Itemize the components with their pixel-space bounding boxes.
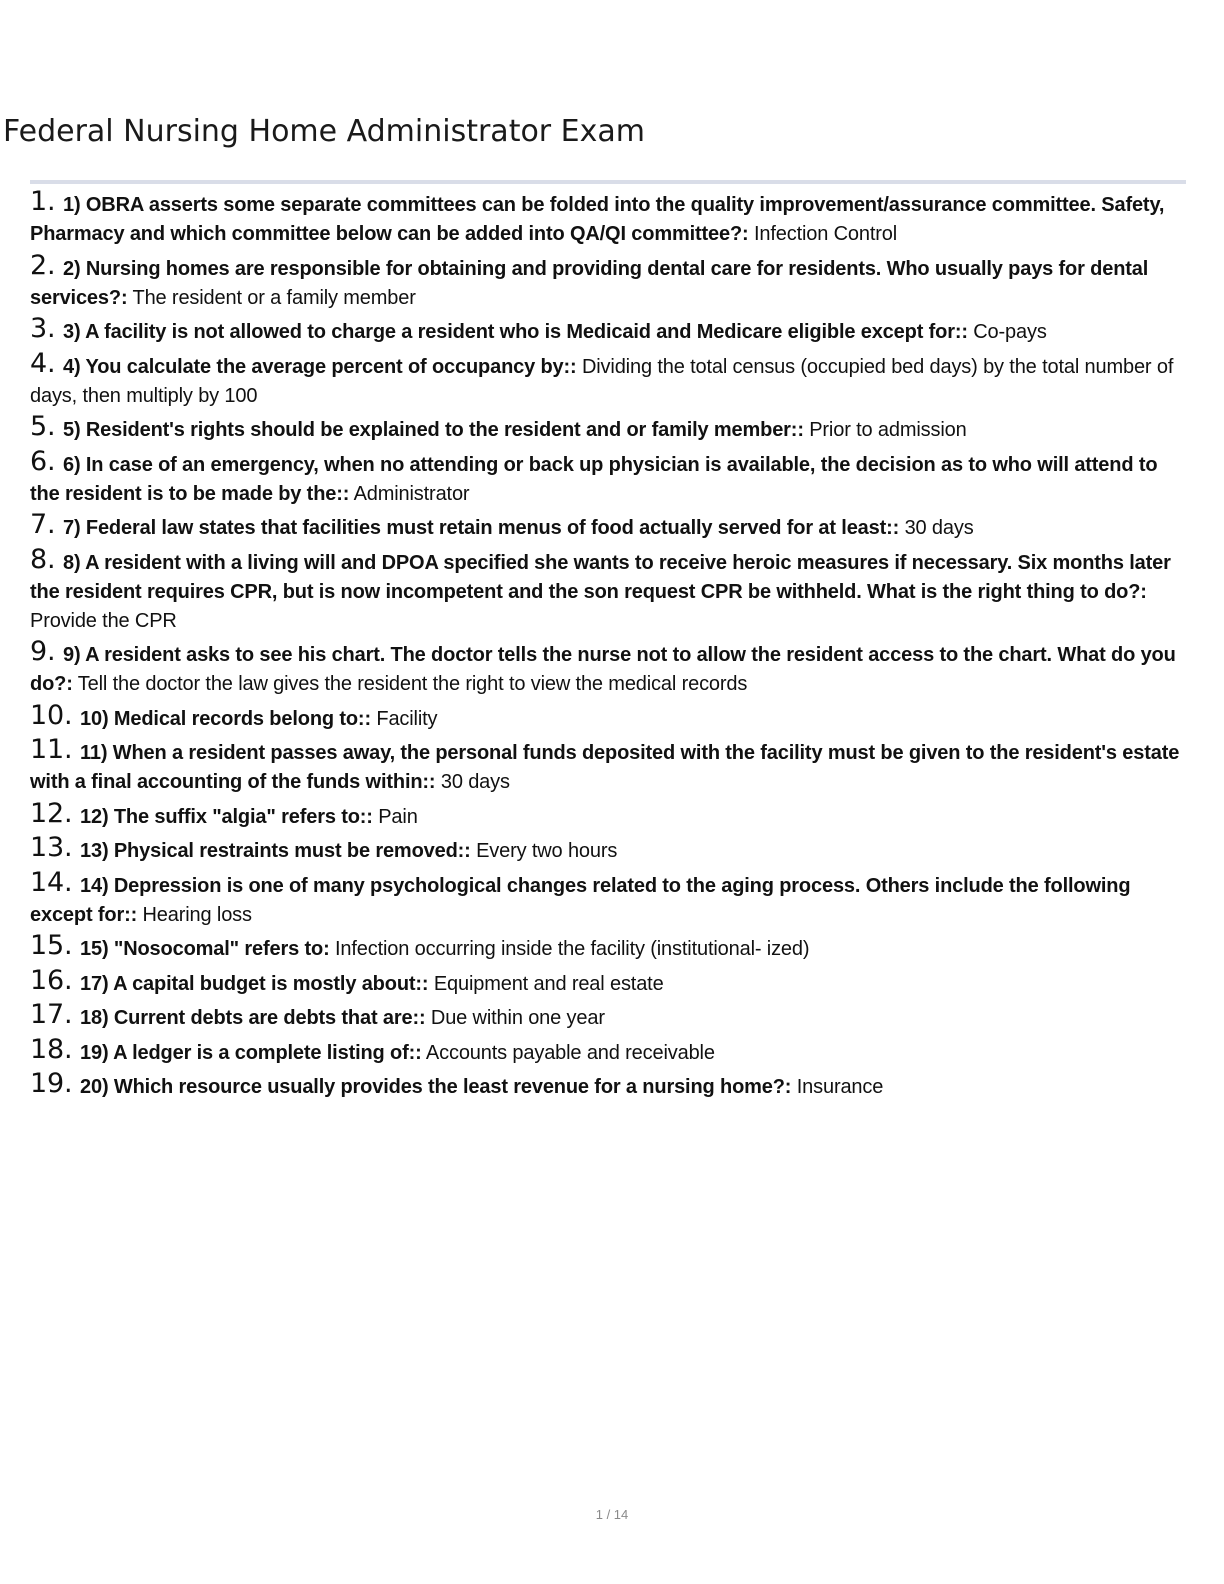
answer-text: Provide the CPR [30, 609, 177, 632]
question-text: 5) Resident's rights should be explained to the resident and or family member:: [63, 419, 804, 441]
item-number: 9. [30, 636, 56, 667]
question-text: 2) Nursing homes are responsible for obtaining and providing dental care for residents. Who usually pays for dental services?: [30, 257, 1149, 309]
list-item [30, 186, 1186, 249]
item-number: 11. [30, 734, 73, 765]
item-text [30, 935, 1186, 964]
item-number: 1. [30, 186, 56, 217]
item-number: 2. [30, 249, 56, 281]
answer-text: Accounts payable and receivable [421, 1041, 715, 1064]
answer-text: Infection Control [748, 223, 898, 245]
question-text: 11) When a resident passes away, the personal funds deposited with the facility must be given to the resident's estate with a final accounting of the funds within:: [30, 742, 1180, 793]
list-item [30, 313, 1186, 347]
item-number: 14. [30, 866, 73, 898]
item-text [30, 705, 1186, 734]
item-number: 18. [30, 1033, 73, 1065]
question-text: 3) A facility is not allowed to charge a resident who is Medicaid and Medicare eligible except for:: [63, 321, 968, 343]
answer-text: Due within one year [425, 1007, 605, 1029]
item-number: 4. [30, 347, 56, 379]
item-text [30, 416, 1186, 445]
item-number: 3. [30, 313, 56, 344]
answer-text: Pain [372, 805, 418, 828]
question-text: 19) A ledger is a complete listing of:: [80, 1041, 422, 1064]
answer-text: Equipment and real estate [428, 972, 664, 995]
list-item [30, 445, 1186, 509]
item-text [30, 514, 1186, 543]
question-list [30, 186, 1186, 1108]
question-text: 14) Depression is one of many psychological changes related to the aging process. Others include the following except for:: [30, 874, 1131, 926]
item-text [30, 803, 1186, 832]
document-title: Federal Nursing Home Administrator Exam [3, 114, 645, 149]
item-number: 5. [30, 411, 56, 442]
item-text [30, 837, 1186, 866]
item-text [30, 451, 1186, 509]
answer-text: Insurance [791, 1076, 884, 1098]
list-item [30, 347, 1186, 411]
item-text [30, 549, 1186, 636]
list-item [30, 734, 1186, 797]
question-text: 12) The suffix "algia" refers to:: [80, 805, 373, 828]
list-item [30, 964, 1186, 999]
question-text: 7) Federal law states that facilities must retain menus of food actually served for at least:: [63, 517, 900, 539]
item-text [30, 191, 1186, 249]
item-text [30, 1039, 1186, 1068]
item-number: 15. [30, 930, 73, 961]
list-item [30, 1033, 1186, 1068]
item-text [30, 318, 1186, 347]
item-text [30, 353, 1186, 411]
item-number: 8. [30, 543, 56, 575]
item-number: 19. [30, 1068, 73, 1099]
answer-text: Prior to admission [803, 419, 967, 441]
question-text: 13) Physical restraints must be removed:: [80, 840, 471, 862]
list-item [30, 866, 1186, 930]
item-text [30, 970, 1186, 999]
answer-text: 30 days [435, 771, 510, 793]
item-number: 17. [30, 999, 73, 1030]
answer-text: Facility [370, 707, 438, 730]
item-text [30, 739, 1186, 797]
item-number: 6. [30, 445, 56, 477]
item-text [30, 641, 1186, 699]
item-number: 12. [30, 797, 73, 829]
item-text [30, 1073, 1186, 1102]
list-item [30, 636, 1186, 699]
list-item [30, 1068, 1186, 1102]
item-number: 13. [30, 832, 73, 863]
list-item [30, 543, 1186, 636]
answer-text: Administrator [349, 482, 470, 505]
item-number: 16. [30, 964, 73, 996]
item-text [30, 255, 1186, 313]
answer-text: Hearing loss [137, 903, 252, 926]
item-number: 7. [30, 509, 56, 540]
question-text: 9) A resident asks to see his chart. The doctor tells the nurse not to allow the resident access to the chart. What do you do?: [30, 644, 1176, 695]
item-text [30, 872, 1186, 930]
list-item [30, 797, 1186, 832]
title-divider [30, 180, 1186, 184]
list-item [30, 999, 1186, 1033]
item-text [30, 1004, 1186, 1033]
answer-text: Dividing the total census (occupied bed days) by the total number of days, then multiply by 100 [30, 355, 1174, 407]
list-item [30, 699, 1186, 734]
question-text: 17) A capital budget is mostly about:: [80, 972, 429, 995]
answer-text: 30 days [899, 517, 974, 539]
answer-text: The resident or a family member [127, 286, 416, 309]
question-text: 20) Which resource usually provides the least revenue for a nursing home?: [80, 1076, 792, 1098]
question-text: 18) Current debts are debts that are:: [80, 1007, 426, 1029]
answer-text: Tell the doctor the law gives the resident the right to view the medical records [72, 673, 748, 695]
answer-text: Co-pays [967, 321, 1047, 343]
list-item [30, 509, 1186, 543]
list-item [30, 832, 1186, 866]
question-text: 6) In case of an emergency, when no attending or back up physician is available, the decision as to who will attend to the resident is to be made by the:: [30, 453, 1158, 505]
list-item [30, 411, 1186, 445]
list-item [30, 930, 1186, 964]
answer-text: Every two hours [470, 840, 618, 862]
answer-text: Infection occurring inside the facility (institutional- ized) [329, 938, 810, 960]
page-number: 1 / 14 [595, 1507, 629, 1522]
question-text: 4) You calculate the average percent of occupancy by:: [63, 355, 577, 378]
list-item [30, 249, 1186, 313]
question-text: 8) A resident with a living will and DPOA specified she wants to receive heroic measures if necessary. Six months later the resident requires CPR, but is now incompetent and the son request CPR be withheld. What is the right thing to do?: [30, 551, 1171, 603]
question-text: 15) "Nosocomal" refers to: [80, 938, 330, 960]
question-text: 10) Medical records belong to:: [80, 707, 371, 730]
question-text: 1) OBRA asserts some separate committees can be folded into the quality improvement/assurance committee. Safety, Pharmacy and which committee below can be added into QA/QI committee?: [30, 194, 1165, 245]
item-number: 10. [30, 699, 73, 731]
